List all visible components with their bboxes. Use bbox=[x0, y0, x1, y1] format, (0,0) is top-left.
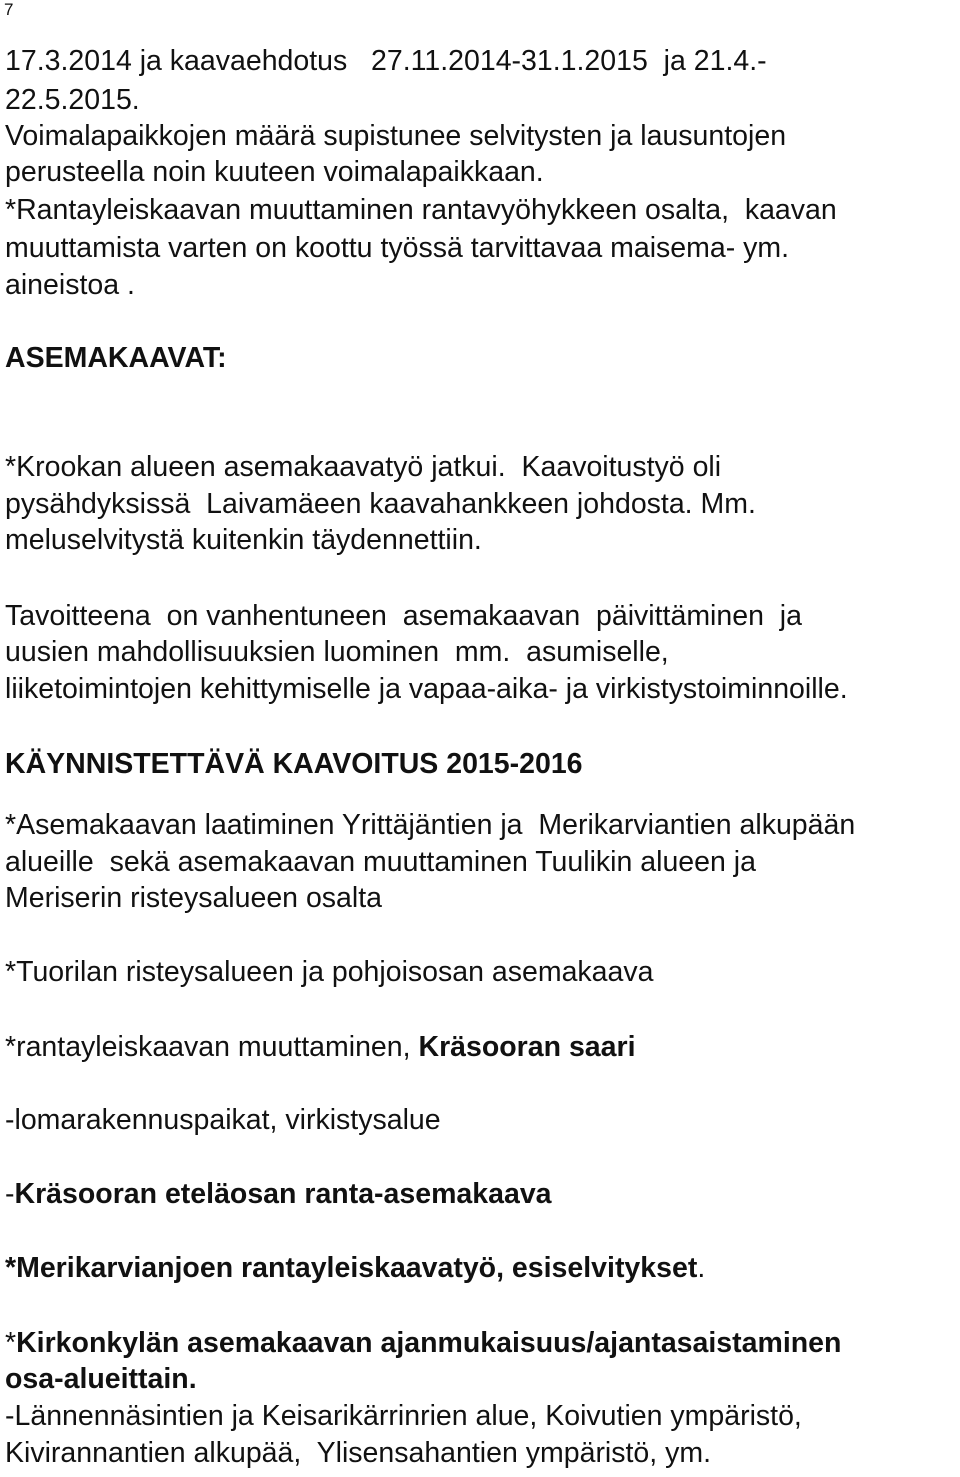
krookan-line-3: meluselvitystä kuitenkin täydennettiin. bbox=[5, 524, 482, 556]
krookan-line-1: *Krookan alueen asemakaavatyö jatkui. Kaavoitustyö oli bbox=[5, 451, 722, 483]
tavoite-line-3: liiketoimintojen kehittymiselle ja vapaa-aika- ja virkistystoiminnoille. bbox=[5, 673, 848, 705]
item6-suffix: . bbox=[697, 1252, 706, 1284]
item2: *Tuorilan risteysalueen ja pohjoisosan asemakaava bbox=[5, 956, 654, 988]
item4: -lomarakennuspaikat, virkistysalue bbox=[5, 1104, 441, 1136]
page-number: 7 bbox=[4, 0, 14, 19]
item3-text: *rantayleiskaavan muuttaminen, bbox=[5, 1031, 419, 1063]
item3-bold: Kräsooran saari bbox=[418, 1031, 636, 1063]
intro-line-5: *Rantayleiskaavan muuttaminen rantavyöhykkeen osalta, kaavan bbox=[5, 194, 837, 226]
item1-line-3: Meriserin risteysalueen osalta bbox=[5, 882, 382, 914]
item6 bbox=[5, 1251, 705, 1285]
item8-line-1: -Lännennäsintien ja Keisarikärrinrien alue, Koivutien ympäristö, bbox=[5, 1400, 802, 1432]
tavoite-line-1: Tavoitteena on vanhentuneen asemakaavan päivittäminen ja bbox=[5, 600, 802, 632]
intro-line-7: aineistoa . bbox=[5, 269, 135, 301]
item8-line-2: Kivirannantien alkupää, Ylisensahantien ympäristö, ym. bbox=[5, 1437, 712, 1469]
item7-bold: Kirkonkylän asemakaavan ajanmukaisuus/ajantasaistaminen bbox=[16, 1327, 842, 1359]
item7-line-2: osa-alueittain. bbox=[5, 1363, 197, 1395]
intro-line-3: Voimalapaikkojen määrä supistunee selvitysten ja lausuntojen bbox=[5, 120, 787, 152]
krookan-line-2: pysähdyksissä Laivamäeen kaavahankkeen johdosta. Mm. bbox=[5, 488, 756, 520]
tavoite-line-2: uusien mahdollisuuksien luominen mm. asumiselle, bbox=[5, 636, 669, 668]
item7-prefix: * bbox=[5, 1327, 17, 1359]
item1-line-2: alueille sekä asemakaavan muuttaminen Tuulikin alueen ja bbox=[5, 846, 756, 878]
kaynnistettava-heading: KÄYNNISTETTÄVÄ KAAVOITUS 2015-2016 bbox=[5, 748, 583, 780]
intro-line-2: 22.5.2015. bbox=[5, 84, 140, 116]
intro-line-6: muuttamista varten on koottu työssä tarvittavaa maisema- ym. bbox=[5, 232, 790, 264]
intro-line-1: 17.3.2014 ja kaavaehdotus 27.11.2014-31.1.2015 ja 21.4.- bbox=[5, 45, 767, 77]
item7-line-1 bbox=[5, 1326, 841, 1360]
item5 bbox=[5, 1177, 552, 1211]
item5-bold: Kräsooran eteläosan ranta-asemakaava bbox=[14, 1178, 552, 1210]
item1-line-1: *Asemakaavan laatiminen Yrittäjäntien ja Merikarviantien alkupään bbox=[5, 809, 856, 841]
intro-line-4: perusteella noin kuuteen voimalapaikkaan. bbox=[5, 156, 544, 188]
item3 bbox=[5, 1030, 636, 1064]
item6-bold: *Merikarvianjoen rantayleiskaavatyö, esiselvitykset bbox=[5, 1252, 698, 1284]
item5-prefix: - bbox=[5, 1178, 15, 1210]
asemakaavat-heading: ASEMAKAAVAT: bbox=[5, 342, 227, 374]
